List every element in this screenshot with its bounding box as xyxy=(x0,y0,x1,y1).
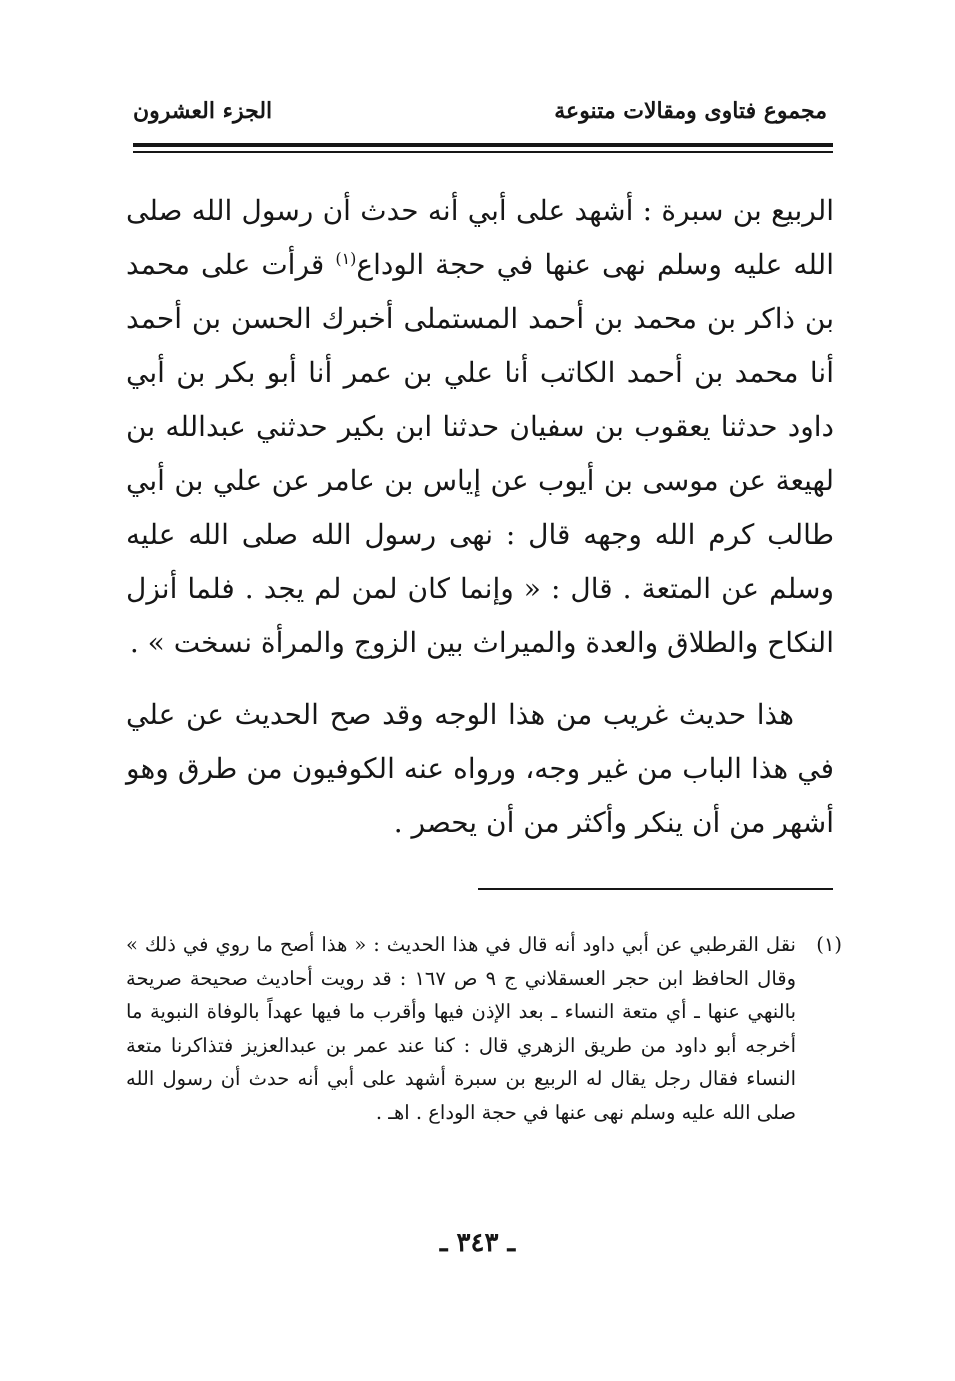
footnote-text: نقل القرطبي عن أبي داود أنه قال في هذا الحديث : « هذا أصح ما روي في ذلك » وقال الحافظ ابن حجر العسقلاني ج ٩ ص ١٦٧ : قد رويت أحاديث صحيحة صريحة بالنهي عنها ـ أي متعة النساء ـ بعد الإذن فيها وأقرب ما فيها عهداً بالوفاة النبوية ما أخرجه أبو داود من طريق الزهري قال : كنا عند عمر بن عبدالعزيز فتذاكرنا متعة النساء فقال رجل يقال له الربيع بن سبرة أشهد على أبي أنه حدث أن رسول الله صلى الله عليه وسلم نهى عنها في حجة الوداع . اهـ . xyxy=(126,933,796,1124)
header-rule-thick xyxy=(133,143,833,147)
footnote-marker: (١) xyxy=(335,249,357,268)
header-rule-thin xyxy=(133,151,833,153)
footnote xyxy=(126,928,842,1129)
book-title-header: مجموع فتاوى ومقالات متنوعة xyxy=(554,98,827,124)
footnote-separator xyxy=(478,888,833,890)
body-paragraph-1 xyxy=(126,184,834,670)
paragraph-1-text-a: الربيع بن سبرة : أشهد على أبي أنه حدث أن رسول الله صلى الله عليه وسلم نهى عنها في حجة الوداع xyxy=(126,194,834,281)
volume-header: الجزء العشرون xyxy=(133,98,273,124)
footnote-number: (١) xyxy=(816,933,842,956)
paragraph-1-text-b: قرأت على محمد بن ذاكر بن محمد بن أحمد المستملى أخبرك الحسن بن أحمد أنا محمد بن أحمد الكاتب أنا علي بن عمر أنا أبو بكر بن أبي داود حدثنا يعقوب بن سفيان حدثنا ابن بكير حدثني عبدالله بن لهيعة عن موسى بن أيوب عن إياس بن عامر عن علي بن أبي طالب كرم الله وجهه قال : نهى رسول الله صلى الله عليه وسلم عن المتعة . قال : « وإنما كان لمن لم يجد . فلما أنزل النكاح والطلاق والعدة والميراث بين الزوج والمرأة نسخت » . xyxy=(126,248,834,659)
page-number: ـ ٣٤٣ ـ xyxy=(439,1228,516,1258)
body-paragraph-2: هذا حديث غريب من هذا الوجه وقد صح الحديث عن علي في هذا الباب من غير وجه، ورواه عنه الكوفيون من طرق وهو أشهر من أن ينكر وأكثر من أن يحصر . xyxy=(126,698,834,839)
